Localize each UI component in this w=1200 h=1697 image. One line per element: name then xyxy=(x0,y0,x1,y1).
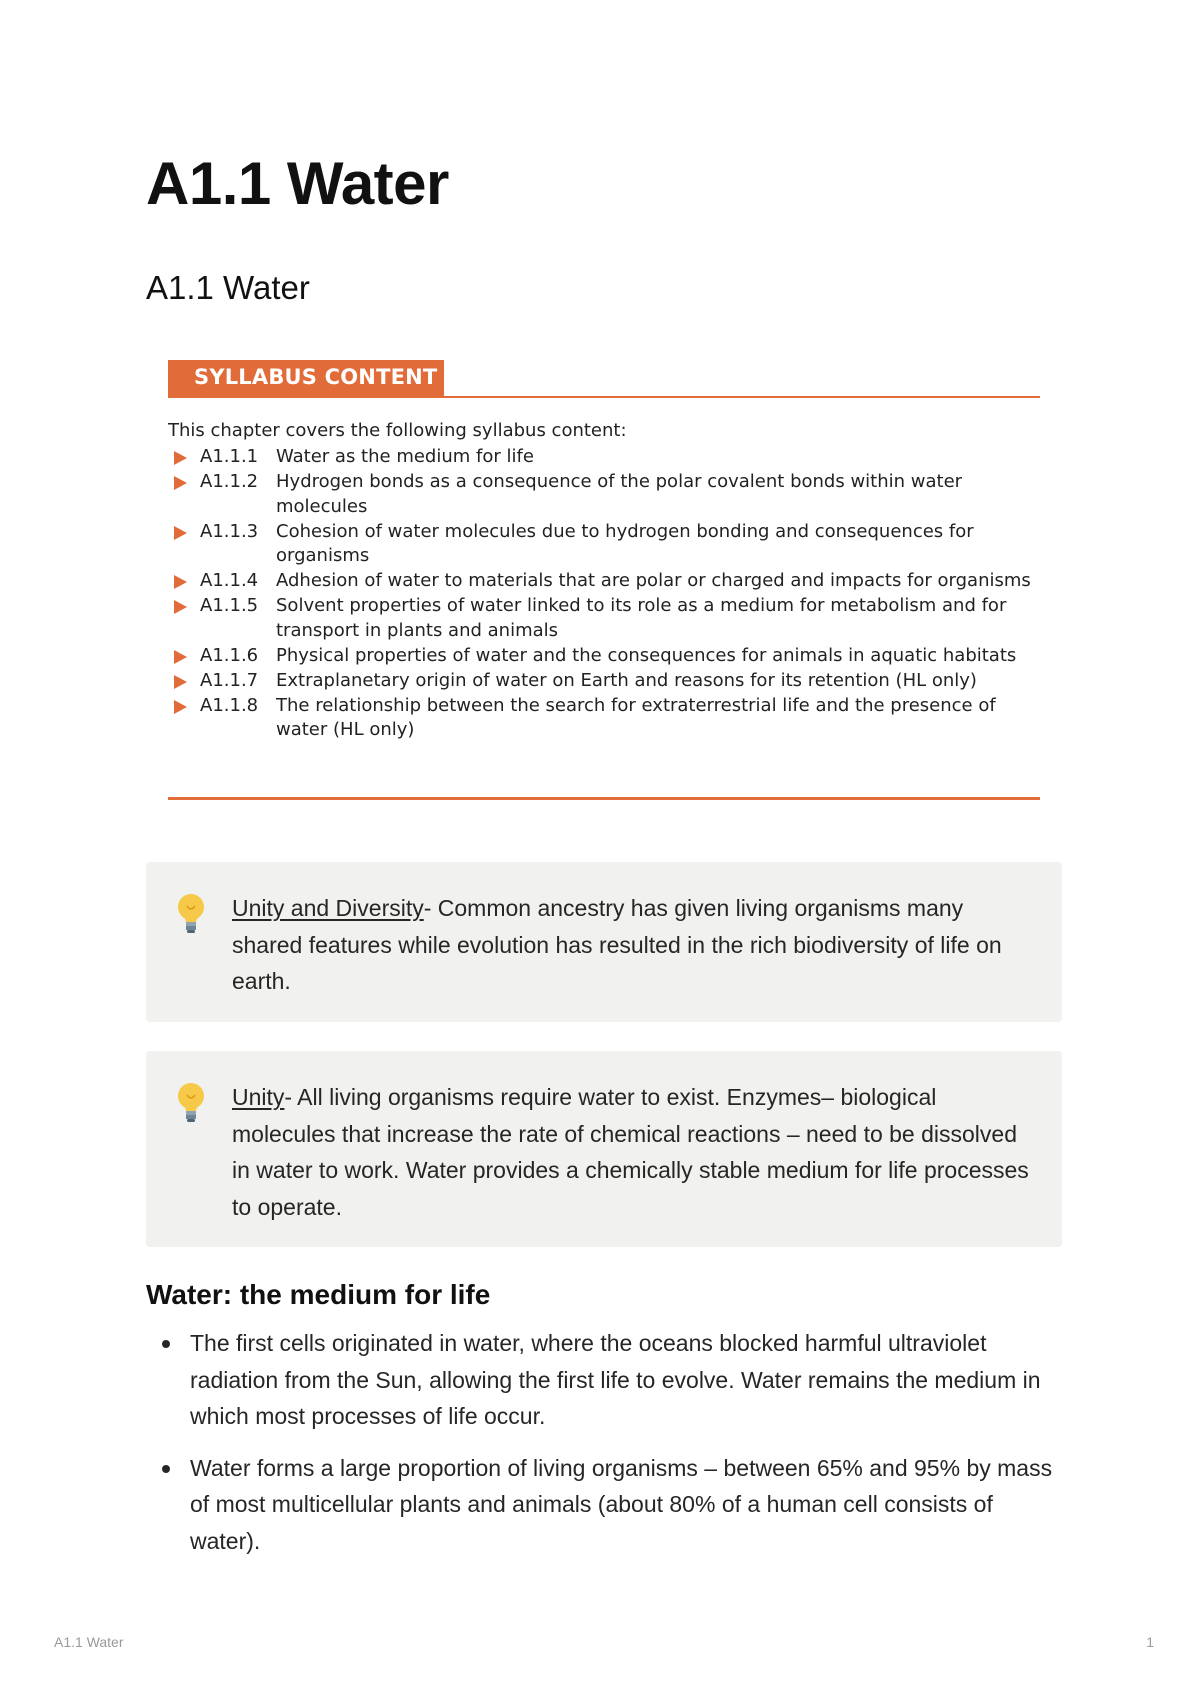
lightbulb-icon xyxy=(174,1081,208,1125)
footer-page-number: 1 xyxy=(1146,1634,1154,1650)
syllabus-header: SYLLABUS CONTENT xyxy=(194,365,438,389)
syllabus-item xyxy=(168,520,1040,569)
syllabus-item xyxy=(168,445,1040,470)
syllabus-item-text: Adhesion of water to materials that are polar or charged and impacts for organisms xyxy=(276,570,1031,591)
syllabus-item xyxy=(168,694,1040,743)
triangle-arrow-icon xyxy=(174,526,187,540)
medium-for-life-list xyxy=(146,1325,1062,1574)
syllabus-item-code: A1.1.6 xyxy=(200,644,259,666)
syllabus-header-bar xyxy=(168,360,444,398)
syllabus-item xyxy=(168,644,1040,669)
syllabus-item-code: A1.1.7 xyxy=(200,669,259,691)
syllabus-item-text: Hydrogen bonds as a consequence of the polar covalent bonds within water molecules xyxy=(276,471,963,517)
page-title: A1.1 Water xyxy=(146,150,449,217)
triangle-arrow-icon xyxy=(174,476,187,490)
syllabus-item-text: The relationship between the search for extraterrestrial life and the presence of water (HL only) xyxy=(276,694,996,740)
triangle-arrow-icon xyxy=(174,650,187,664)
syllabus-item xyxy=(168,669,1040,694)
syllabus-item-text: Water as the medium for life xyxy=(276,446,534,467)
syllabus-item-code: A1.1.2 xyxy=(200,471,259,492)
callout-text: - Common ancestry has given living organisms many shared features while evolution has resulted in the rich biodiversity of life on earth. xyxy=(232,895,1002,994)
syllabus-item-code: A1.1.3 xyxy=(200,520,259,542)
section-title: A1.1 Water xyxy=(146,269,310,306)
list-item xyxy=(146,1325,1062,1435)
triangle-arrow-icon xyxy=(174,700,187,714)
bullet-icon xyxy=(162,1465,170,1473)
syllabus-item-code: A1.1.4 xyxy=(200,570,259,591)
syllabus-item xyxy=(168,470,1040,519)
triangle-arrow-icon xyxy=(174,600,187,614)
medium-for-life-heading: Water: the medium for life xyxy=(146,1279,491,1310)
callout-term: Unity xyxy=(232,1084,285,1110)
callout-unity-and-diversity xyxy=(146,862,1062,1022)
callout-term: Unity and Diversity xyxy=(232,895,424,921)
syllabus-intro: This chapter covers the following syllabus content: xyxy=(168,420,627,441)
syllabus-content-box xyxy=(168,360,1040,800)
syllabus-list xyxy=(168,445,1040,743)
syllabus-bottom-rule xyxy=(168,797,1040,800)
syllabus-item-code: A1.1.1 xyxy=(200,446,259,467)
syllabus-item xyxy=(168,569,1040,594)
syllabus-item-text: Physical properties of water and the consequences for animals in aquatic habitats xyxy=(276,644,1017,666)
list-item-text: The first cells originated in water, where the oceans blocked harmful ultraviolet radiation from the Sun, allowing the first life to evolve. Water remains the medium in which most processes of life occur. xyxy=(190,1330,1041,1429)
syllabus-item-text: Solvent properties of water linked to its role as a medium for metabolism and for transport in plants and animals xyxy=(276,595,1007,641)
callout-text: - All living organisms require water to exist. Enzymes– biological molecules that increase the rate of chemical reactions – need to be dissolved in water to work. Water provides a chemically stable medium for life processes to operate. xyxy=(232,1084,1029,1220)
syllabus-item-text: Extraplanetary origin of water on Earth and reasons for its retention (HL only) xyxy=(276,669,977,691)
syllabus-item xyxy=(168,594,1040,643)
bullet-icon xyxy=(162,1340,170,1348)
triangle-arrow-icon xyxy=(174,675,187,689)
callout-unity xyxy=(146,1051,1062,1247)
syllabus-item-code: A1.1.8 xyxy=(200,694,259,716)
triangle-arrow-icon xyxy=(174,575,187,589)
syllabus-item-code: A1.1.5 xyxy=(200,595,259,616)
list-item-text: Water forms a large proportion of living organisms – between 65% and 95% by mass of most multicellular plants and animals (about 80% of a human cell consists of water). xyxy=(190,1454,1053,1554)
footer-document-title: A1.1 Water xyxy=(54,1634,124,1650)
syllabus-item-text: Cohesion of water molecules due to hydrogen bonding and consequences for organisms xyxy=(276,520,974,566)
list-item xyxy=(146,1450,1062,1560)
triangle-arrow-icon xyxy=(174,451,187,465)
lightbulb-icon xyxy=(174,892,208,936)
syllabus-top-rule xyxy=(444,396,1040,398)
